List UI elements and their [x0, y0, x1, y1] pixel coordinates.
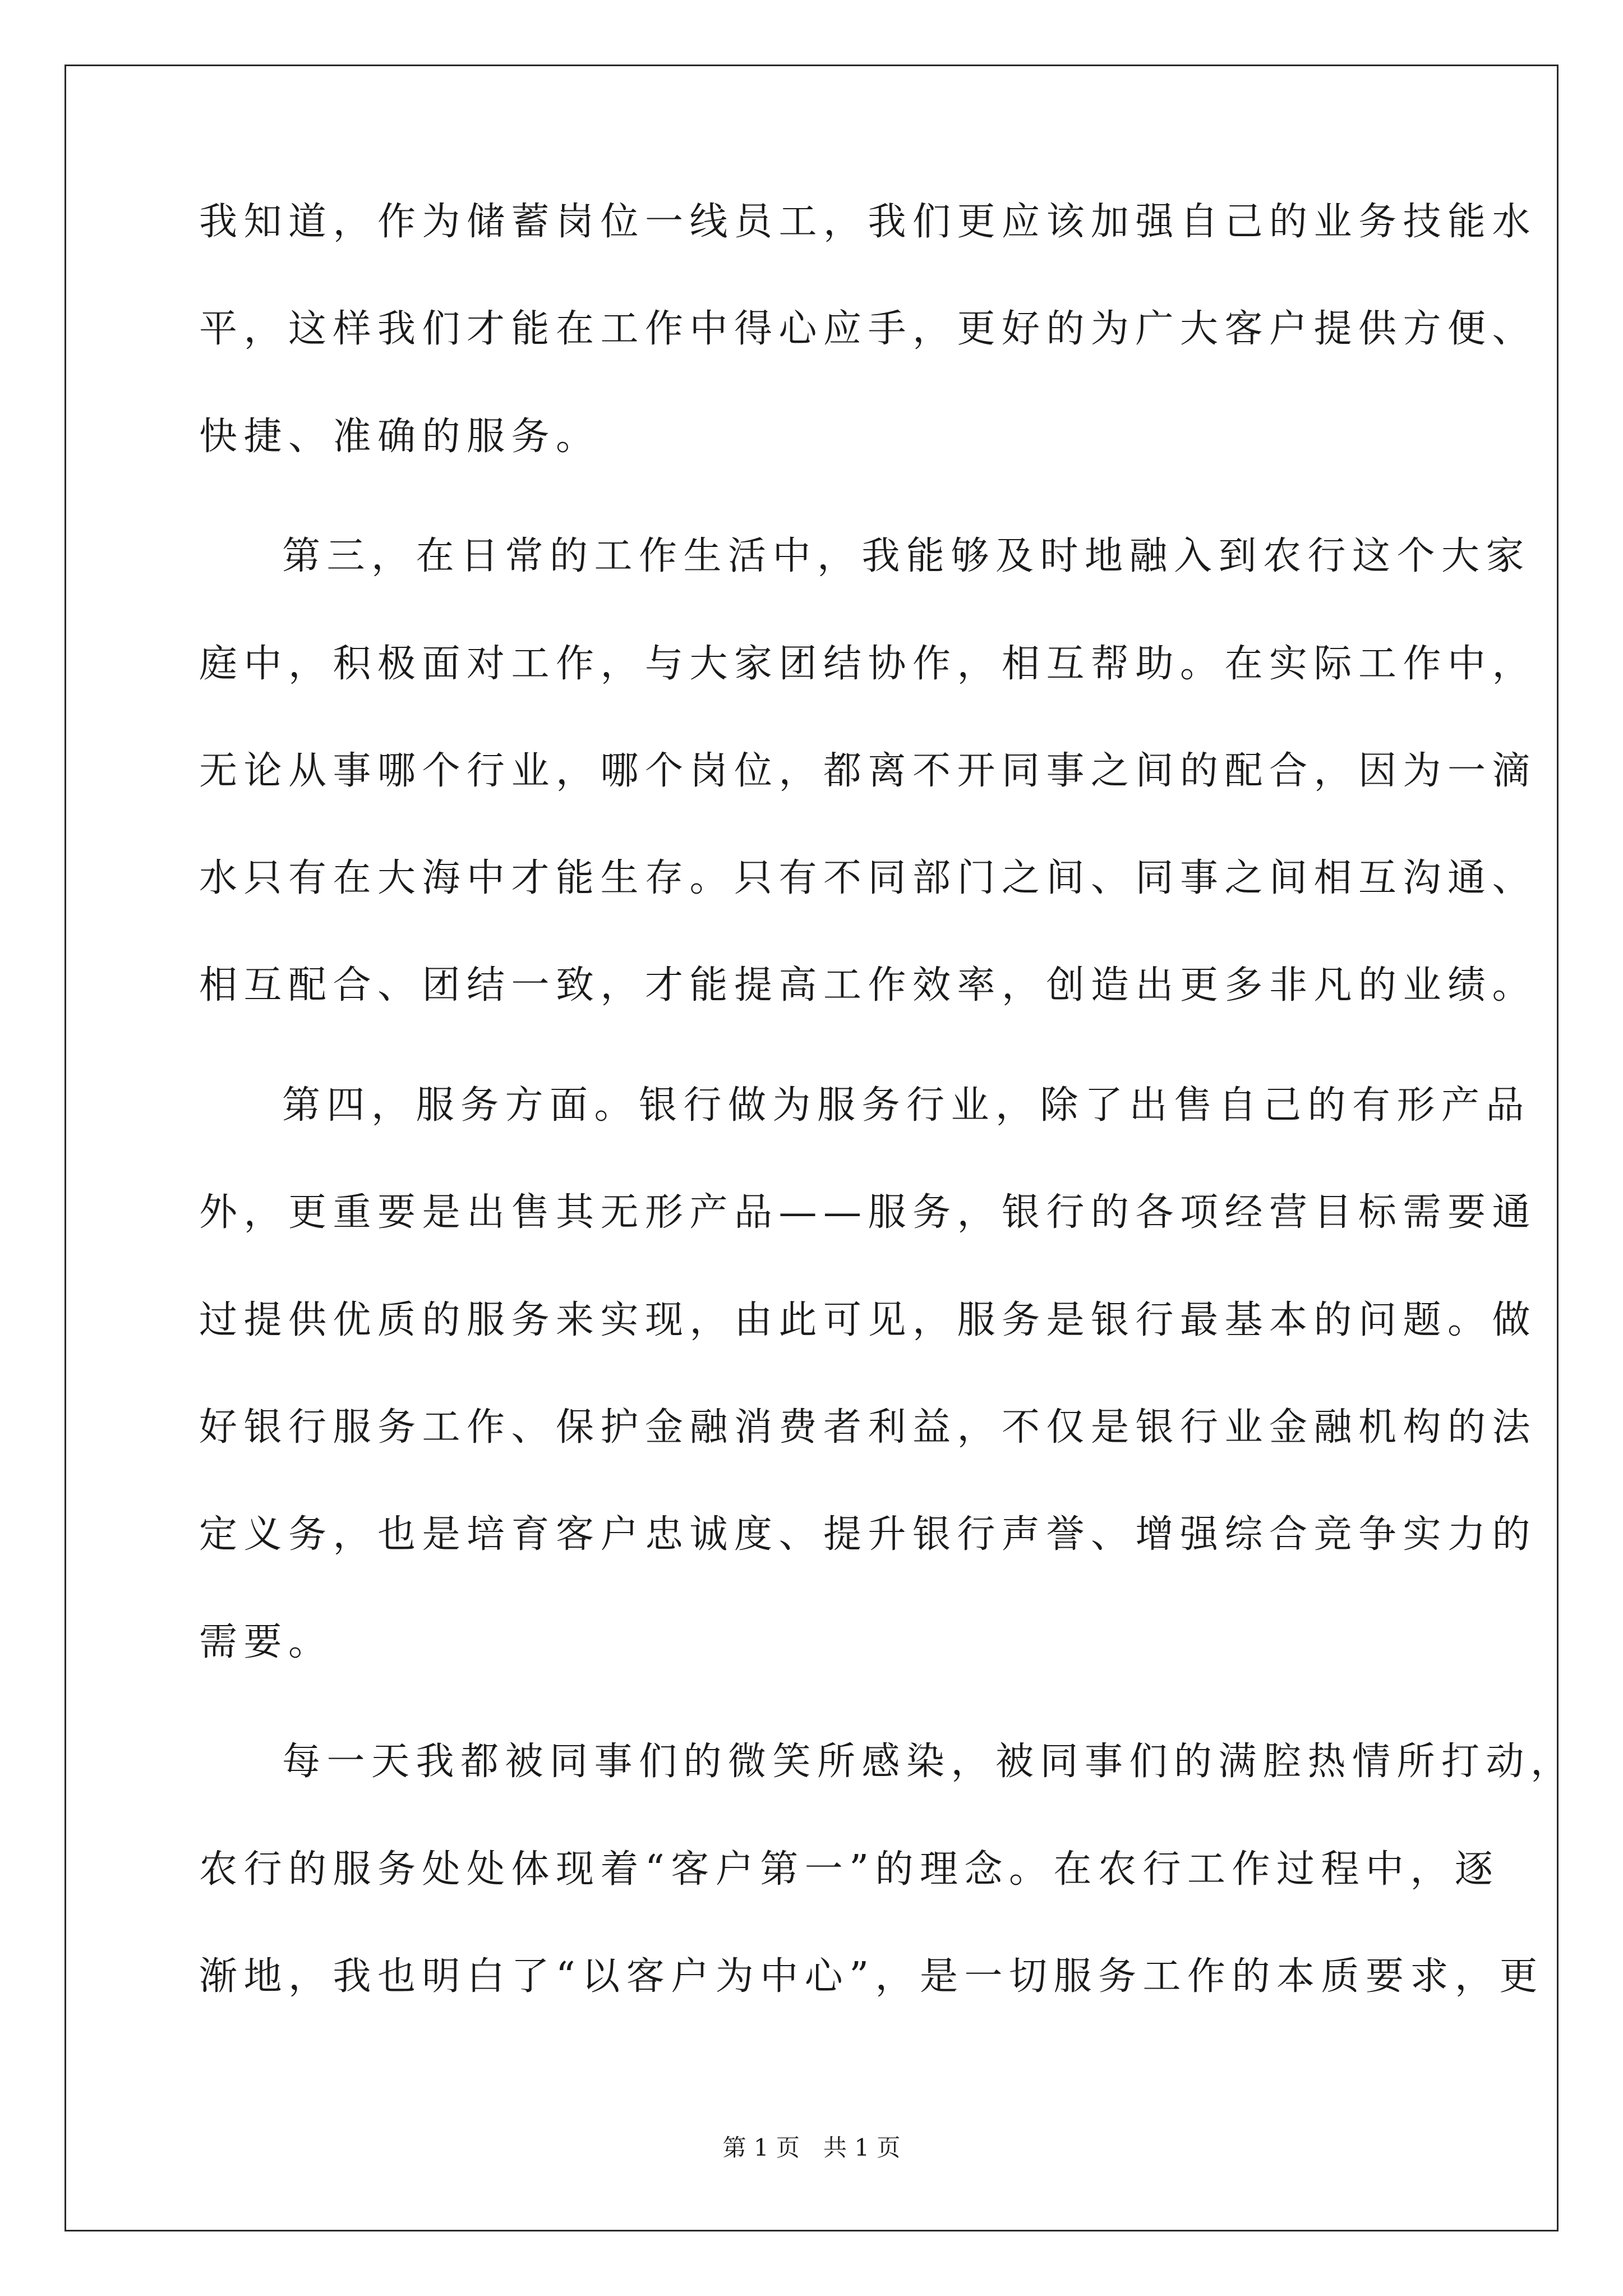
text-line: 每一天我都被同事们的微笑所感染，被同事们的满腔热情所打动，	[282, 1740, 1575, 1784]
text-line: 需要。	[199, 1620, 333, 1664]
page-number: 第 1 页 共 1 页	[722, 2134, 901, 2161]
text-line: 相互配合、团结一致，才能提高工作效率，创造出更多非凡的业绩。	[199, 963, 1537, 1007]
text-line: 我知道，作为储蓄岗位一线员工，我们更应该加强自己的业务技能水	[199, 200, 1537, 244]
text-line: 外，更重要是出售其无形产品——服务，银行的各项经营目标需要通	[199, 1190, 1537, 1235]
text-line: 庭中，积极面对工作，与大家团结协作，相互帮助。在实际工作中，	[199, 642, 1537, 686]
text-line: 定义务，也是培育客户忠诚度、提升银行声誉、增强综合竞争实力的	[199, 1512, 1537, 1557]
text-line: 渐地，我也明白了“以客户为中心”，是一切服务工作的本质要求，更	[199, 1954, 1544, 1999]
text-line: 快捷、准确的服务。	[199, 415, 601, 459]
text-line: 过提供优质的服务来实现，由此可见，服务是银行最基本的问题。做	[199, 1298, 1537, 1342]
text-line: 无论从事哪个行业，哪个岗位，都离不开同事之间的配合，因为一滴	[199, 749, 1537, 793]
page-border	[64, 65, 1559, 2231]
text-line: 第四，服务方面。银行做为服务行业，除了出售自己的有形产品	[282, 1083, 1531, 1128]
text-line: 平，这样我们才能在工作中得心应手，更好的为广大客户提供方便、	[199, 307, 1537, 351]
text-line: 好银行服务工作、保护金融消费者利益，不仅是银行业金融机构的法	[199, 1405, 1537, 1450]
text-line: 第三，在日常的工作生活中，我能够及时地融入到农行这个大家	[282, 534, 1531, 578]
text-line: 农行的服务处处体现着“客户第一”的理念。在农行工作过程中，逐	[199, 1847, 1500, 1892]
text-line: 水只有在大海中才能生存。只有不同部门之间、同事之间相互沟通、	[199, 856, 1537, 900]
